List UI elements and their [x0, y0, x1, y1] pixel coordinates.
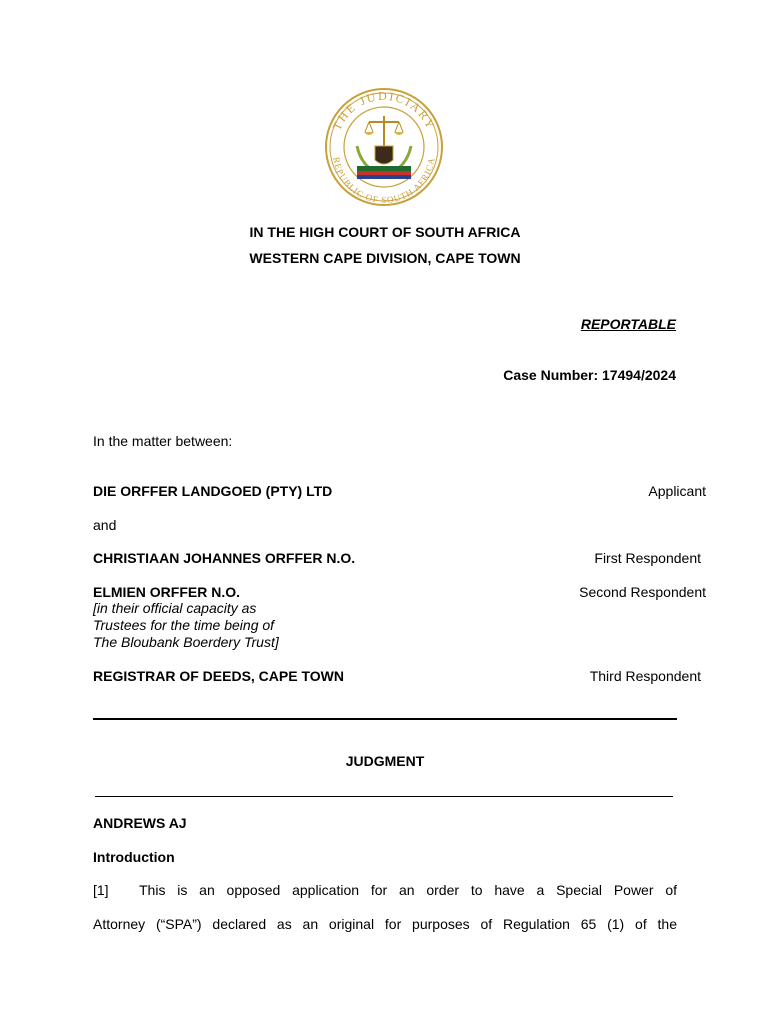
court-name: IN THE HIGH COURT OF SOUTH AFRICA	[249, 224, 521, 240]
paragraph-number: [1]	[93, 882, 109, 898]
judge-name: ANDREWS AJ	[93, 815, 187, 831]
capacity-note-line: [in their official capacity as	[93, 600, 257, 616]
party-role: Second Respondent	[579, 584, 706, 600]
case-number: Case Number: 17494/2024	[503, 367, 676, 383]
paragraph-line	[93, 873, 677, 907]
svg-text:REPUBLIC OF SOUTH AFRICA: REPUBLIC OF SOUTH AFRICA	[331, 156, 437, 206]
divider	[93, 718, 677, 720]
paragraph-text: Attorney (“SPA”) declared as an original for purposes of Regulation 65 (1) of the	[93, 916, 677, 932]
party-role: Applicant	[648, 483, 706, 499]
judgment-title: JUDGMENT	[345, 753, 425, 769]
capacity-note-line: Trustees for the time being of	[93, 617, 275, 633]
paragraph-1	[93, 873, 677, 941]
party-role: First Respondent	[594, 550, 701, 566]
party-name: CHRISTIAAN JOHANNES ORFFER N.O.	[93, 550, 356, 566]
seal-emblem-icon	[317, 86, 451, 208]
reportable-label: REPORTABLE	[580, 316, 676, 332]
paragraph-text: This is an opposed application for an order to have a Special Power of	[139, 882, 677, 898]
party-role: Third Respondent	[589, 668, 701, 684]
divider	[95, 796, 673, 797]
section-heading: Introduction	[93, 849, 175, 865]
svg-text:THE JUDICIARY: THE JUDICIARY	[329, 88, 439, 133]
capacity-note	[93, 600, 279, 651]
party-name: ELMIEN ORFFER N.O.	[93, 584, 240, 600]
party-name: REGISTRAR OF DEEDS, CAPE TOWN	[93, 668, 344, 684]
capacity-note-line: The Bloubank Boerdery Trust]	[93, 634, 279, 650]
court-division: WESTERN CAPE DIVISION, CAPE TOWN	[249, 250, 521, 266]
and-text: and	[93, 517, 117, 533]
matter-intro: In the matter between:	[93, 433, 233, 449]
party-name: DIE ORFFER LANDGOED (PTY) LTD	[93, 483, 333, 499]
judiciary-seal-logo	[317, 86, 451, 208]
